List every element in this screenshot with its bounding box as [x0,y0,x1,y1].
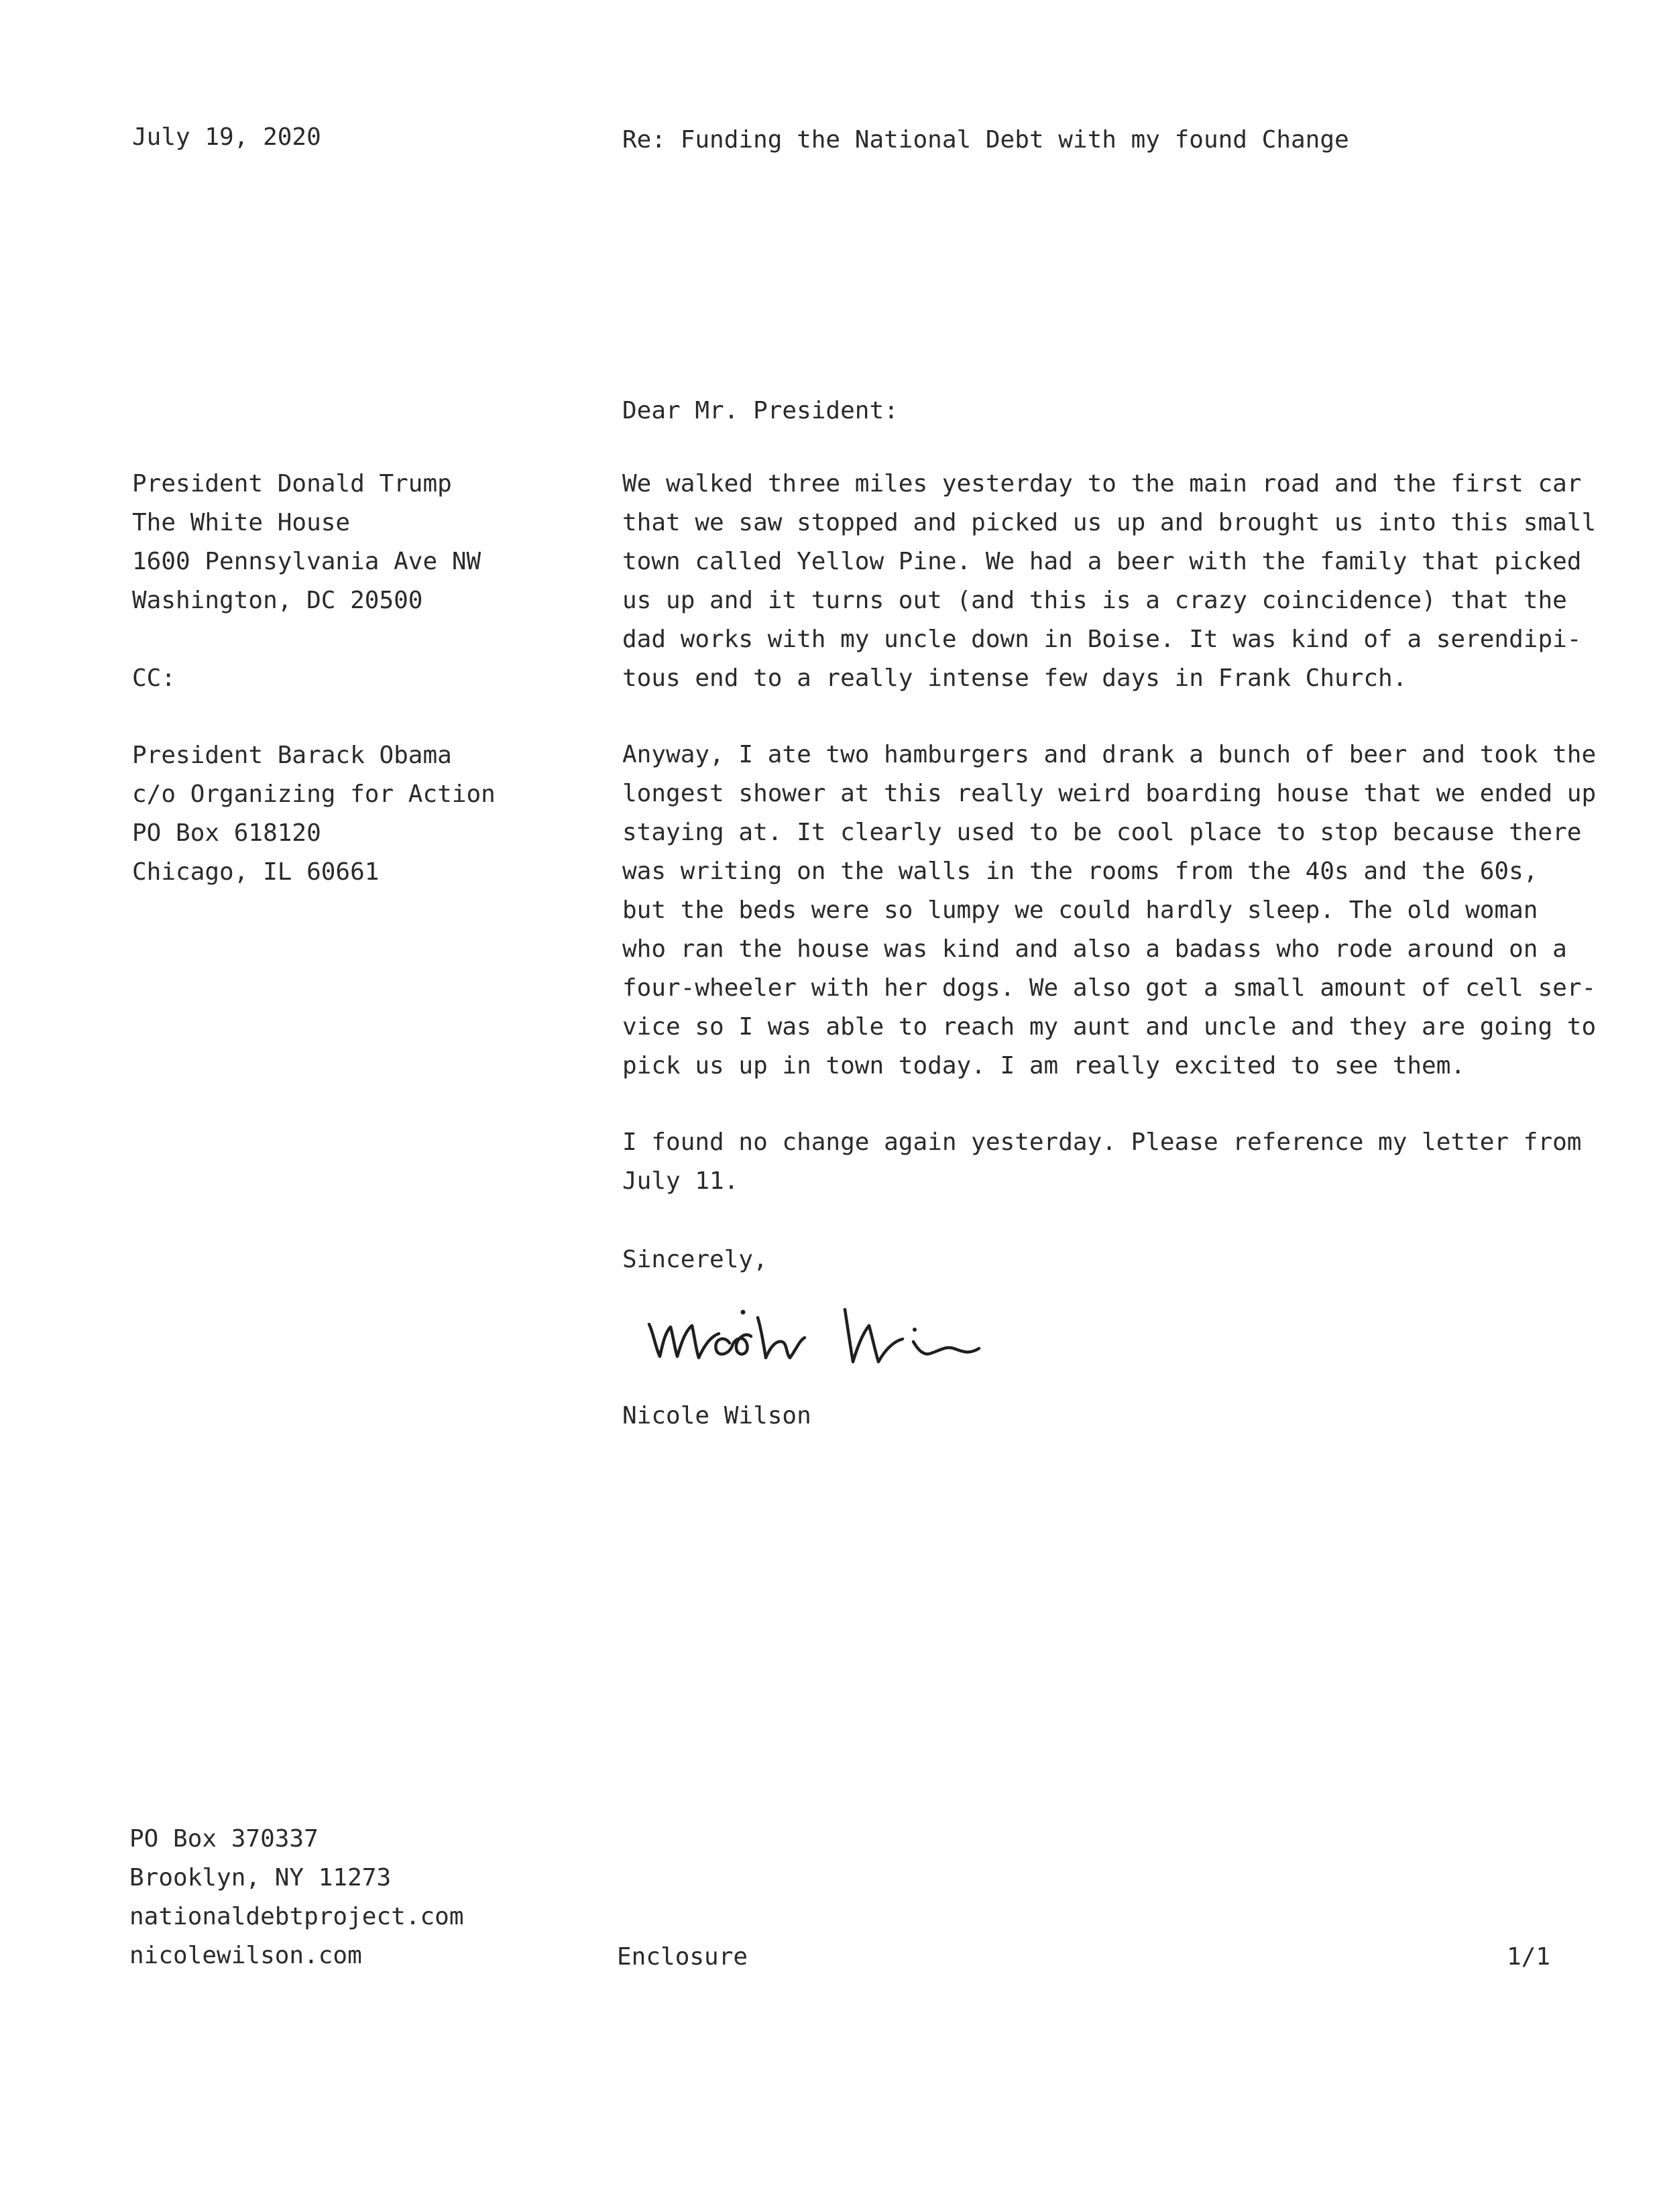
footer-website: nicolewilson.com [129,1942,362,1969]
body-line: Anyway, I ate two hamburgers and drank a bunch of beer and took the [622,741,1597,768]
handwritten-signature [644,1284,992,1371]
body-line: I found no change again yesterday. Please reference my letter from [622,1128,1582,1156]
salutation: Dear Mr. President: [622,397,899,424]
cc-address-line: Chicago, IL 60661 [132,858,380,886]
sender-address [129,1820,464,1975]
cc-address-line: c/o Organizing for Action [132,780,496,808]
address-line: 1600 Pennsylvania Ave NW [132,548,481,575]
body-line: July 11. [622,1167,739,1195]
body-line: tous end to a really intense few days in Frank Church. [622,664,1408,692]
body-line: us up and it turns out (and this is a crazy coincidence) that the [622,587,1567,614]
body-paragraph-2 [622,736,1597,1086]
body-line: staying at. It clearly used to be cool place to stop because there [622,819,1582,846]
signer-name: Nicole Wilson [622,1402,811,1430]
cc-address-line: President Barack Obama [132,742,452,769]
address-line: The White House [132,509,351,536]
body-line: vice so I was able to reach my aunt and uncle and they are going to [622,1013,1597,1041]
address-line: President Donald Trump [132,470,452,498]
cc-address-line: PO Box 618120 [132,819,321,847]
body-line: that we saw stopped and picked us up and brought us into this small [622,509,1597,536]
cc-label: CC: [132,664,176,692]
body-paragraph-1 [622,465,1597,698]
footer-website: nationaldebtproject.com [129,1903,464,1930]
cc-address [132,736,496,892]
recipient-address [132,465,481,620]
body-line: four-wheeler with her dogs. We also got a small amount of cell ser- [622,974,1597,1002]
body-line: but the beds were so lumpy we could hardly sleep. The old woman [622,896,1538,924]
subject-line: Re: Funding the National Debt with my found Change [622,126,1349,154]
body-line: dad works with my uncle down in Boise. It was kind of a serendipi- [622,626,1582,653]
body-paragraph-3 [622,1123,1582,1201]
footer-address-line: PO Box 370337 [129,1825,319,1853]
body-line: town called Yellow Pine. We had a beer with the family that picked [622,548,1582,575]
letter-date: July 19, 2020 [132,123,321,151]
footer-address-line: Brooklyn, NY 11273 [129,1864,392,1891]
page-number: 1/1 [1507,1943,1551,1971]
body-line: was writing on the walls in the rooms from the 40s and the 60s, [622,858,1538,885]
body-line: We walked three miles yesterday to the main road and the first car [622,470,1582,498]
body-line: pick us up in town today. I am really excited to see them. [622,1052,1466,1080]
body-line: longest shower at this really weird boarding house that we ended up [622,780,1597,807]
body-line: who ran the house was kind and also a badass who rode around on a [622,935,1567,963]
address-line: Washington, DC 20500 [132,587,423,614]
enclosure-note: Enclosure [617,1943,748,1971]
closing: Sincerely, [622,1246,768,1273]
